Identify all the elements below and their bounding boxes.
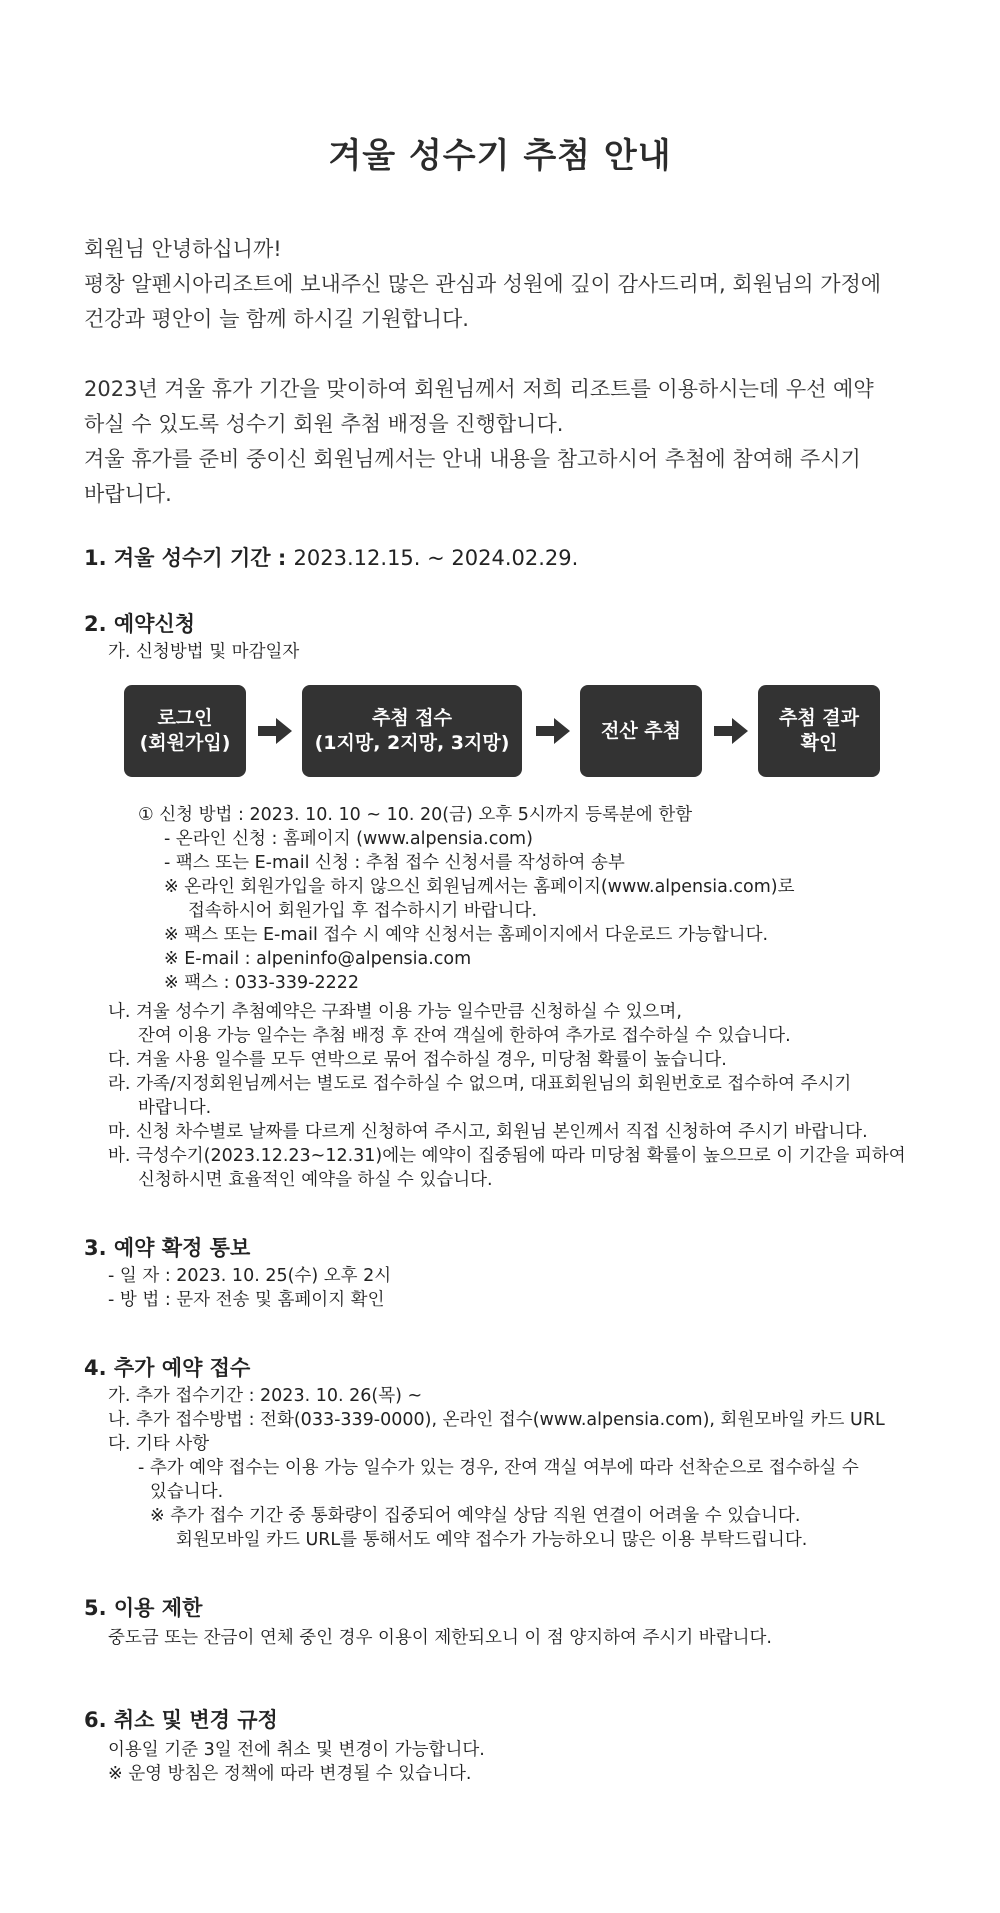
right-arrow-icon (714, 717, 748, 745)
section-1-heading (84, 542, 578, 572)
restriction-line: 중도금 또는 잔금이 연체 중인 경우 이용이 제한되오니 이 점 양지하여 주시기 바랍니다. (108, 1628, 772, 1648)
section-5-heading: 5. 이용 제한 (84, 1596, 203, 1620)
method-line: ※ 팩스 또는 E-mail 접수 시 예약 신청서는 홈페이지에서 다운로드 가능합니다. (164, 925, 769, 945)
cancel-line: 이용일 기준 3일 전에 취소 및 변경이 가능합니다. (108, 1740, 485, 1760)
note-line: 바랍니다. (138, 1098, 212, 1118)
section-6-heading: 6. 취소 및 변경 규정 (84, 1708, 278, 1732)
section-2-heading: 2. 예약신청 (84, 612, 196, 636)
note-line: 마. 신청 차수별로 날짜를 다르게 신청하여 주시고, 회원님 본인께서 직접 신청하여 주시기 바랍니다. (108, 1122, 868, 1142)
season-period-label: 1. 겨울 성수기 기간 : (84, 546, 287, 570)
intro-line: 평창 알펜시아리조트에 보내주신 많은 관심과 성원에 깊이 감사드리며, 회원님의 가정에 (84, 272, 882, 296)
confirm-date: - 일 자 : 2023. 10. 25(수) 오후 2시 (108, 1266, 392, 1286)
intro-purpose (84, 372, 924, 512)
intro-line: 건강과 평안이 늘 함께 하시길 기원합니다. (84, 307, 469, 331)
note-line: 라. 가족/지정회원님께서는 별도로 접수하실 수 없으며, 대표회원님의 회원번호로 접수하여 주시기 (108, 1074, 852, 1094)
note-line: 바. 극성수기(2023.12.23~12.31)에는 예약이 집중됨에 따라 미당첨 확률이 높으므로 이 기간을 피하여 (108, 1146, 906, 1166)
right-arrow-icon (258, 717, 292, 745)
method-line: ① 신청 방법 : 2023. 10. 10 ~ 10. 20(금) 오후 5시까지 등록분에 한함 (138, 805, 693, 825)
method-line: ※ 팩스 : 033-339-2222 (164, 973, 360, 993)
section-4-heading: 4. 추가 예약 접수 (84, 1356, 251, 1380)
method-line: 접속하시어 회원가입 후 접수하시기 바랍니다. (188, 901, 538, 921)
right-arrow-icon (536, 717, 570, 745)
extra-line: 있습니다. (150, 1482, 224, 1502)
flow-step-lottery-entry: 추첨 접수 (1지망, 2지망, 3지망) (302, 685, 522, 777)
flow-step-result-check: 추첨 결과 확인 (758, 685, 880, 777)
note-line: 신청하시면 효율적인 예약을 하실 수 있습니다. (138, 1170, 493, 1190)
method-line: ※ 온라인 회원가입을 하지 않으신 회원님께서는 홈페이지(www.alpensia.com)로 (164, 877, 795, 897)
apply-method-subheading: 가. 신청방법 및 마감일자 (108, 642, 300, 662)
intro-line: 하실 수 있도록 성수기 회원 추첨 배정을 진행합니다. (84, 412, 564, 436)
flow-step-computer-draw: 전산 추첨 (580, 685, 702, 777)
method-line: - 팩스 또는 E-mail 신청 : 추첨 접수 신청서를 작성하여 송부 (164, 853, 625, 873)
intro-line: 2023년 겨울 휴가 기간을 맞이하여 회원님께서 저희 리조트를 이용하시는데 우선 예약 (84, 377, 874, 401)
page-title: 겨울 성수기 추첨 안내 (328, 136, 672, 176)
intro-line: 바랍니다. (84, 482, 172, 506)
confirm-method: - 방 법 : 문자 전송 및 홈페이지 확인 (108, 1290, 385, 1310)
extra-line: - 추가 예약 접수는 이용 가능 일수가 있는 경우, 잔여 객실 여부에 따라 선착순으로 접수하실 수 (138, 1458, 859, 1478)
method-line: ※ E-mail : alpeninfo@alpensia.com (164, 949, 472, 969)
extra-line: 회원모바일 카드 URL를 통해서도 예약 접수가 가능하오니 많은 이용 부탁드립니다. (176, 1530, 808, 1550)
note-line: 잔여 이용 가능 일수는 추첨 배정 후 잔여 객실에 한하여 추가로 접수하실 수 있습니다. (138, 1026, 791, 1046)
extra-line: 다. 기타 사항 (108, 1434, 210, 1454)
intro-greeting (84, 232, 924, 337)
cancel-line: ※ 운영 방침은 정책에 따라 변경될 수 있습니다. (108, 1764, 472, 1784)
note-line: 나. 겨울 성수기 추첨예약은 구좌별 이용 가능 일수만큼 신청하실 수 있으며, (108, 1002, 682, 1022)
method-line: - 온라인 신청 : 홈페이지 (www.alpensia.com) (164, 829, 533, 849)
intro-line: 겨울 휴가를 준비 중이신 회원님께서는 안내 내용을 참고하시어 추첨에 참여해 주시기 (84, 447, 861, 471)
intro-line: 회원님 안녕하십니까! (84, 237, 282, 261)
note-line: 다. 겨울 사용 일수를 모두 연박으로 묶어 접수하실 경우, 미당첨 확률이 높습니다. (108, 1050, 727, 1070)
flow-step-login: 로그인 (회원가입) (124, 685, 246, 777)
section-3-heading: 3. 예약 확정 통보 (84, 1236, 251, 1260)
extra-line: 가. 추가 접수기간 : 2023. 10. 26(목) ~ (108, 1386, 423, 1406)
extra-line: 나. 추가 접수방법 : 전화(033-339-0000), 온라인 접수(www.alpensia.com), 회원모바일 카드 URL (108, 1410, 885, 1430)
extra-line: ※ 추가 접수 기간 중 통화량이 집중되어 예약실 상담 직원 연결이 어려울 수 있습니다. (150, 1506, 801, 1526)
season-period-value: 2023.12.15. ~ 2024.02.29. (293, 546, 579, 570)
